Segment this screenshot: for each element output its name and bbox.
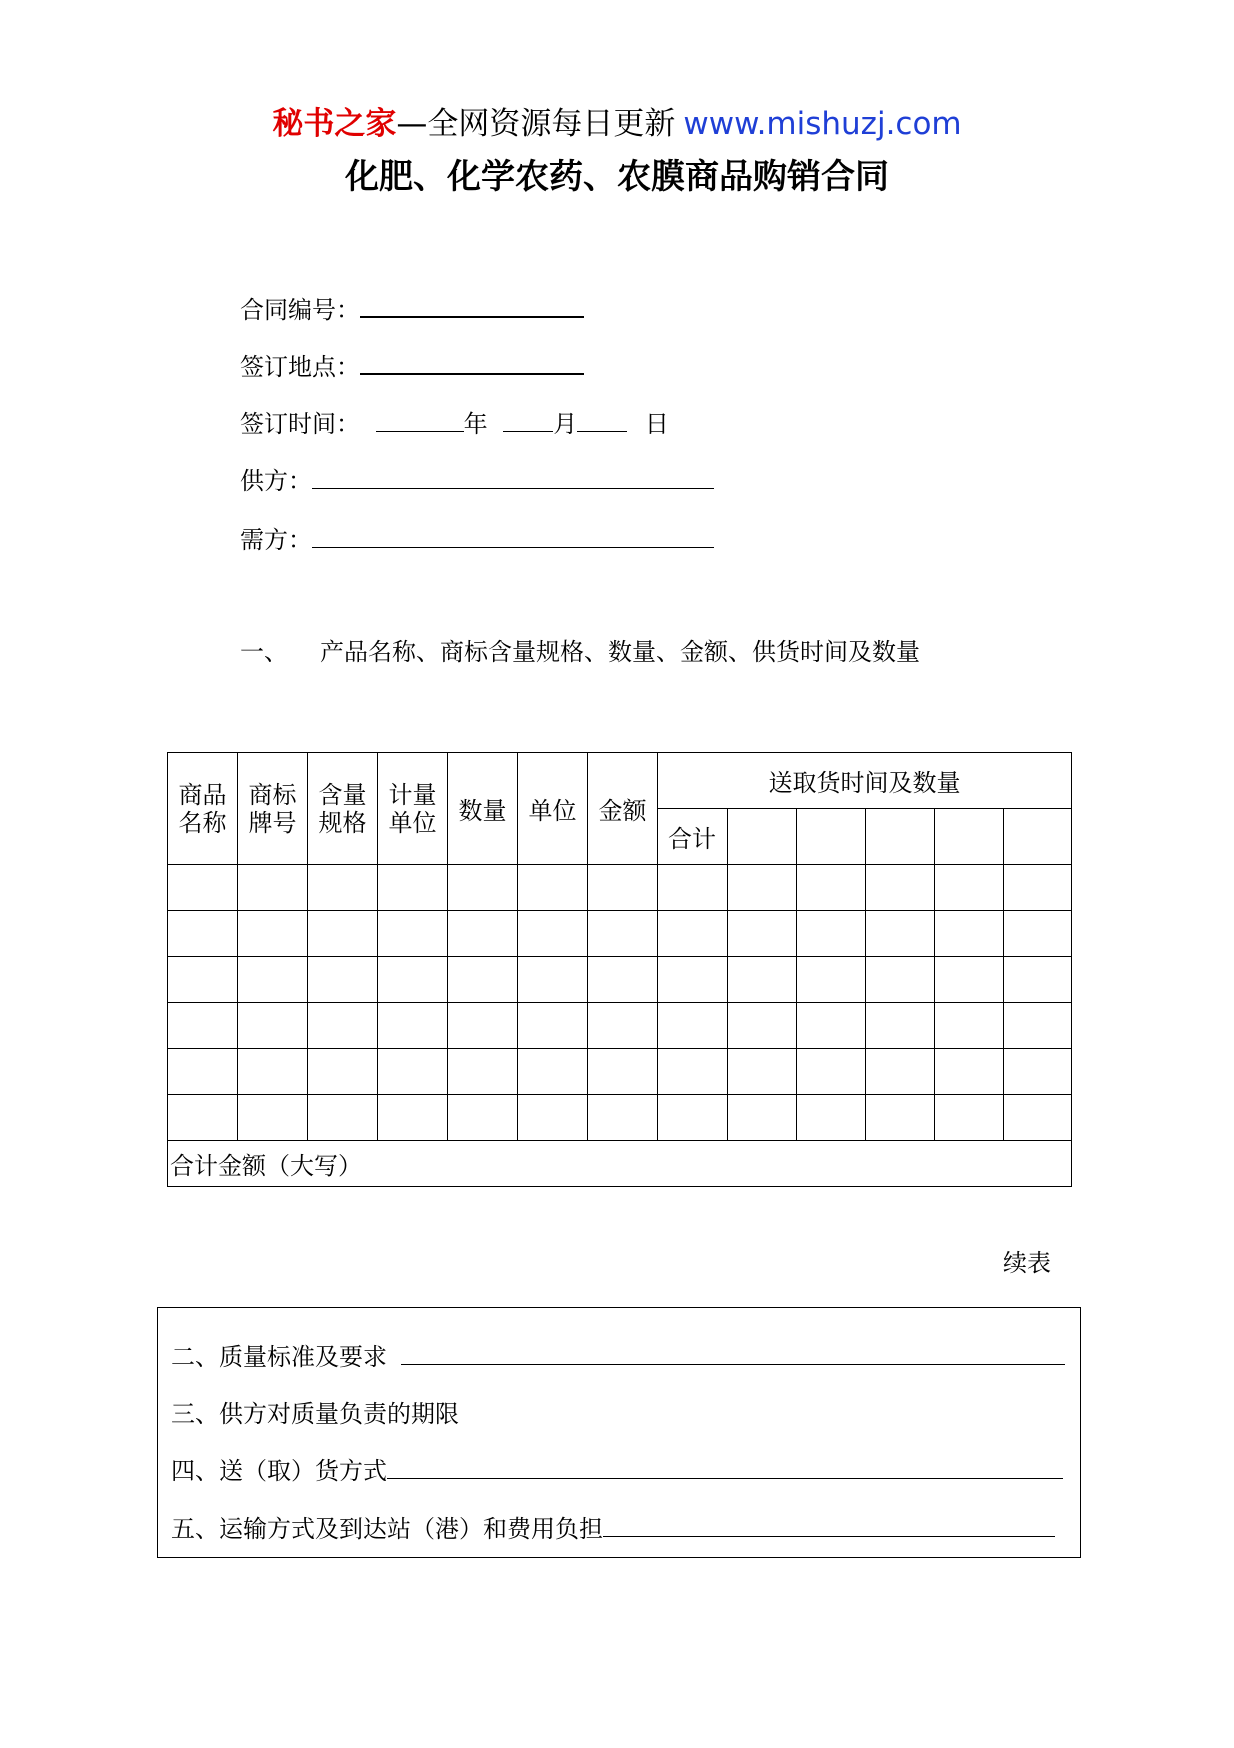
- table-cell[interactable]: [378, 911, 448, 957]
- section-1-number: 一、: [240, 638, 288, 666]
- sign-place-blank[interactable]: [360, 351, 584, 375]
- table-cell[interactable]: [168, 957, 238, 1003]
- table-cell[interactable]: [935, 1003, 1004, 1049]
- table-cell[interactable]: [1004, 1095, 1072, 1141]
- table-cell[interactable]: [238, 957, 308, 1003]
- table-cell[interactable]: [935, 865, 1004, 911]
- table-cell[interactable]: [588, 1049, 658, 1095]
- table-cell[interactable]: [935, 911, 1004, 957]
- table-cell[interactable]: [308, 911, 378, 957]
- sign-time-field: [240, 409, 669, 439]
- table-row: [168, 911, 1072, 957]
- table-cell[interactable]: [1004, 1049, 1072, 1095]
- table-cell[interactable]: [518, 865, 588, 911]
- table-cell[interactable]: [866, 911, 935, 957]
- clause-4: [171, 1456, 1063, 1486]
- clause-5-label: 五、运输方式及到达站（港）和费用负担: [171, 1515, 603, 1543]
- table-cell[interactable]: [658, 1003, 728, 1049]
- header-delivery: 送取货时间及数量: [658, 753, 1072, 809]
- sign-place-field: [240, 351, 584, 382]
- supplier-blank[interactable]: [312, 466, 714, 489]
- table-cell[interactable]: [448, 1049, 518, 1095]
- table-cell[interactable]: [935, 957, 1004, 1003]
- table-cell[interactable]: [658, 957, 728, 1003]
- table-cell[interactable]: [935, 809, 1004, 865]
- table-cell[interactable]: [658, 911, 728, 957]
- table-cell[interactable]: [588, 1003, 658, 1049]
- table-cell[interactable]: [797, 1095, 866, 1141]
- day-label: 日: [644, 410, 669, 438]
- table-cell[interactable]: [588, 1095, 658, 1141]
- sign-place-label: 签订地点：: [240, 353, 360, 381]
- table-cell[interactable]: [378, 1095, 448, 1141]
- header-quantity: 数量: [448, 753, 518, 865]
- table-cell[interactable]: [308, 865, 378, 911]
- header-brand: 商标 牌号: [238, 753, 308, 865]
- contract-number-blank[interactable]: [360, 294, 584, 318]
- clause-5-blank[interactable]: [603, 1514, 1055, 1537]
- table-cell[interactable]: [168, 1003, 238, 1049]
- buyer-label: 需方：: [240, 526, 312, 554]
- header-unit-measure: 计量 单位: [378, 753, 448, 865]
- clause-5: [171, 1514, 1055, 1544]
- clause-4-blank[interactable]: [387, 1456, 1063, 1479]
- section-1-heading: [240, 637, 920, 667]
- table-cell[interactable]: [728, 1095, 797, 1141]
- header-amount: 金额: [588, 753, 658, 865]
- table-row: [168, 1003, 1072, 1049]
- table-cell[interactable]: [378, 1003, 448, 1049]
- table-cell[interactable]: [1004, 911, 1072, 957]
- table-cell[interactable]: [168, 865, 238, 911]
- table-cell[interactable]: [797, 957, 866, 1003]
- table-cell[interactable]: [378, 865, 448, 911]
- table-cell[interactable]: [797, 1049, 866, 1095]
- table-cell[interactable]: [448, 865, 518, 911]
- table-cell[interactable]: [518, 1049, 588, 1095]
- table-cell[interactable]: [866, 865, 935, 911]
- table-cell[interactable]: [518, 911, 588, 957]
- table-cell[interactable]: [238, 1095, 308, 1141]
- sign-time-label: 签订时间：: [240, 410, 360, 438]
- day-blank[interactable]: [577, 409, 627, 432]
- table-cell[interactable]: [658, 1049, 728, 1095]
- table-cell[interactable]: [518, 957, 588, 1003]
- supplier-field: [240, 466, 714, 496]
- table-cell[interactable]: [728, 1049, 797, 1095]
- buyer-field: [240, 525, 714, 555]
- table-cell[interactable]: [518, 1095, 588, 1141]
- clauses-box: [157, 1307, 1081, 1558]
- table-header-row: [168, 753, 1072, 809]
- table-row: [168, 1049, 1072, 1095]
- table-cell[interactable]: [1004, 957, 1072, 1003]
- table-cell[interactable]: [238, 911, 308, 957]
- table-cell[interactable]: [797, 865, 866, 911]
- table-cell[interactable]: [448, 957, 518, 1003]
- site-banner: [0, 104, 1234, 144]
- year-label: 年: [463, 410, 488, 438]
- table-cell[interactable]: [728, 1003, 797, 1049]
- table-cell[interactable]: [518, 1003, 588, 1049]
- table-cell[interactable]: [797, 1003, 866, 1049]
- table-cell[interactable]: [588, 957, 658, 1003]
- table-row: [168, 957, 1072, 1003]
- total-amount-label[interactable]: 合计金额（大写）: [168, 1141, 1072, 1187]
- clause-2: [171, 1342, 1065, 1372]
- table-cell[interactable]: [866, 1049, 935, 1095]
- table-cell[interactable]: [728, 957, 797, 1003]
- table-cell[interactable]: [1004, 1003, 1072, 1049]
- contract-number-field: [240, 294, 584, 325]
- month-blank[interactable]: [503, 409, 553, 432]
- table-cell[interactable]: [797, 809, 866, 865]
- table-cell[interactable]: [378, 957, 448, 1003]
- table-cell[interactable]: [658, 1095, 728, 1141]
- table-cell[interactable]: [588, 911, 658, 957]
- goods-table: [167, 752, 1072, 1187]
- table-cell[interactable]: [168, 911, 238, 957]
- clause-2-label: 二、质量标准及要求: [171, 1343, 387, 1371]
- clause-3: [171, 1399, 459, 1429]
- table-cell[interactable]: [378, 1049, 448, 1095]
- table-cell[interactable]: [448, 1003, 518, 1049]
- table-cell[interactable]: [238, 1049, 308, 1095]
- table-cell[interactable]: [935, 1095, 1004, 1141]
- table-cell[interactable]: [866, 1095, 935, 1141]
- table-cell[interactable]: [448, 1095, 518, 1141]
- table-cell[interactable]: [866, 957, 935, 1003]
- total-amount-row: [168, 1141, 1072, 1187]
- table-cell[interactable]: [658, 865, 728, 911]
- clause-3-label: 三、供方对质量负责的期限: [171, 1400, 459, 1428]
- document-title: 化肥、化学农药、农膜商品购销合同: [345, 157, 889, 197]
- table-row: [168, 865, 1072, 911]
- section-1-text: 产品名称、商标含量规格、数量、金额、供货时间及数量: [320, 638, 920, 666]
- table-cell[interactable]: [308, 1049, 378, 1095]
- table-cell[interactable]: [308, 1095, 378, 1141]
- header-subtotal: 合计: [658, 809, 728, 865]
- table-cell[interactable]: [168, 1049, 238, 1095]
- site-url[interactable]: www.mishuzj.com: [683, 106, 962, 142]
- table-cell[interactable]: [866, 809, 935, 865]
- table-cell[interactable]: [448, 911, 518, 957]
- table-cell[interactable]: [588, 865, 658, 911]
- header-spec: 含量 规格: [308, 753, 378, 865]
- table-cell[interactable]: [728, 865, 797, 911]
- table-cell[interactable]: [935, 1049, 1004, 1095]
- buyer-blank[interactable]: [312, 525, 714, 548]
- clause-2-blank[interactable]: [401, 1342, 1065, 1365]
- table-cell[interactable]: [728, 809, 797, 865]
- table-cell[interactable]: [1004, 809, 1072, 865]
- supplier-label: 供方：: [240, 467, 312, 495]
- table-cell[interactable]: [797, 911, 866, 957]
- table-cell[interactable]: [728, 911, 797, 957]
- banner-slogan: —全网资源每日更新: [396, 106, 676, 142]
- clause-4-label: 四、送（取）货方式: [171, 1457, 387, 1485]
- table-cell[interactable]: [238, 865, 308, 911]
- table-cell[interactable]: [308, 957, 378, 1003]
- contract-number-label: 合同编号：: [240, 296, 360, 324]
- header-product-name: 商品 名称: [168, 753, 238, 865]
- year-blank[interactable]: [376, 409, 464, 432]
- table-cell[interactable]: [866, 1003, 935, 1049]
- table-cell[interactable]: [168, 1095, 238, 1141]
- table-cell[interactable]: [1004, 865, 1072, 911]
- table-cell[interactable]: [308, 1003, 378, 1049]
- header-unit: 单位: [518, 753, 588, 865]
- table-cell[interactable]: [238, 1003, 308, 1049]
- brand-name: 秘书之家: [272, 106, 397, 142]
- table-row: [168, 1095, 1072, 1141]
- month-label: 月: [553, 410, 578, 438]
- continued-label: 续表: [1003, 1249, 1051, 1277]
